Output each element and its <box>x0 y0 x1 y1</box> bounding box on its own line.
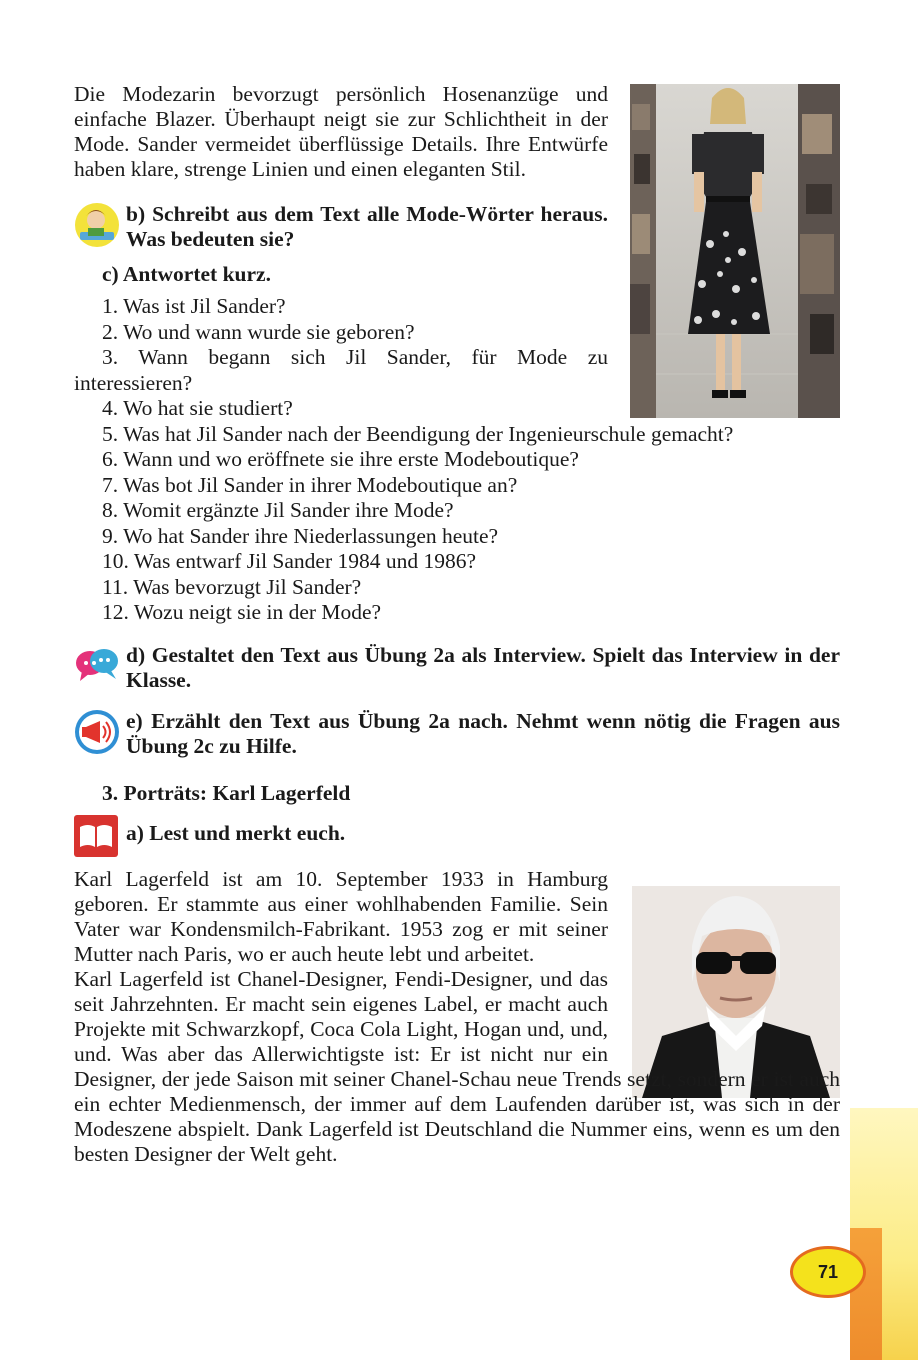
question-item: 8. Womit ergänzte Jil Sander ihre Mode? <box>102 498 454 522</box>
section-3-heading: 3. Porträts: Karl Lagerfeld <box>102 780 351 805</box>
lagerfeld-paragraph-1: Karl Lagerfeld ist am 10. September 1933 in Hamburg geboren. Er stammte aus einer wohlhabenden Familie. Sein Vater war Kondensmilch-Fabrikant. 1953 zog er mit seiner Mutter nach Paris, wo er auch heute lebt und arbeitet. <box>74 866 608 966</box>
question-item: 9. Wo hat Sander ihre Niederlassungen heute? <box>102 523 499 548</box>
question-item: 1. Was ist Jil Sander? <box>102 294 286 318</box>
page-number: 71 <box>790 1246 866 1298</box>
lagerfeld-paragraph-2 <box>74 967 840 1167</box>
question-item: 11. Was bevorzugt Jil Sander? <box>102 574 362 599</box>
writing-student-icon <box>74 202 120 248</box>
portrait-wrap-spacer <box>608 967 840 1067</box>
megaphone-icon <box>74 709 120 755</box>
task-d <box>74 643 840 693</box>
question-item: 12. Wozu neigt sie in der Mode? <box>102 600 382 624</box>
task-e-text: e) Erzählt den Text aus Übung 2a nach. Nehmt wenn nötig die Fragen aus Übung 2c zu Hilfe. <box>126 708 840 758</box>
dialogue-bubbles-icon <box>74 643 120 689</box>
lagerfeld-paragraph-2-text: Karl Lagerfeld ist Chanel-Designer, Fendi-Designer, und das seit Jahrzehnten. Er macht sein eigenes Label, er macht auch Projekte mit Schwarzkopf, Coca Cola Light, Hogan und, und, und. Was aber das Allerwichtigste ist: Er ist nicht nur ein Designer, der jede Saison mit seiner Chanel-Schau neue Trends setzt, sondern er ist auch ein echter Medienmensch, der immer auf dem Laufenden darüber ist, was sich in der Modeszene abspielt. Dank Lagerfeld ist Deutschland die Nummer eins, wenn es um den besten Designer der Welt geht. <box>74 966 840 1166</box>
task-c-heading: c) Antwortet kurz. <box>102 262 271 286</box>
task-3a-text: a) Lest und merkt euch. <box>126 820 346 845</box>
question-item: 3. Wann begann sich Jil Sander, für Mode zu interessieren? <box>74 345 608 395</box>
task-d-text: d) Gestaltet den Text aus Übung 2a als Interview. Spielt das Interview in der Klasse. <box>126 642 840 692</box>
question-item: 10. Was entwarf Jil Sander 1984 und 1986? <box>102 549 477 573</box>
question-item: 4. Wo hat sie studiert? <box>102 396 293 420</box>
task-e <box>74 709 840 759</box>
task-b-text: b) Schreibt aus dem Text alle Mode-Wörter heraus. Was bedeuten sie? <box>126 202 608 251</box>
intro-paragraph: Die Modezarin bevorzugt persönlich Hosenanzüge und einfache Blazer. Überhaupt neigt sie zur Schlichtheit in der Mode. Sander vermeidet überflüssige Details. Ihre Entwürfe haben klare, strenge Linien und einen eleganten Stil. <box>74 82 608 181</box>
task-b <box>74 202 608 252</box>
side-stripe-accent <box>850 1228 882 1360</box>
question-item: 7. Was bot Jil Sander in ihrer Modeboutique an? <box>102 472 518 497</box>
open-book-icon <box>74 815 118 857</box>
question-list <box>74 294 840 626</box>
question-item: 6. Wann und wo eröffnete sie ihre erste Modeboutique? <box>102 447 579 471</box>
task-3a <box>74 815 840 855</box>
question-item: 2. Wo und wann wurde sie geboren? <box>102 319 415 344</box>
question-item: 5. Was hat Jil Sander nach der Beendigung der Ingenieurschule gemacht? <box>102 421 734 446</box>
page-content <box>74 82 840 1167</box>
